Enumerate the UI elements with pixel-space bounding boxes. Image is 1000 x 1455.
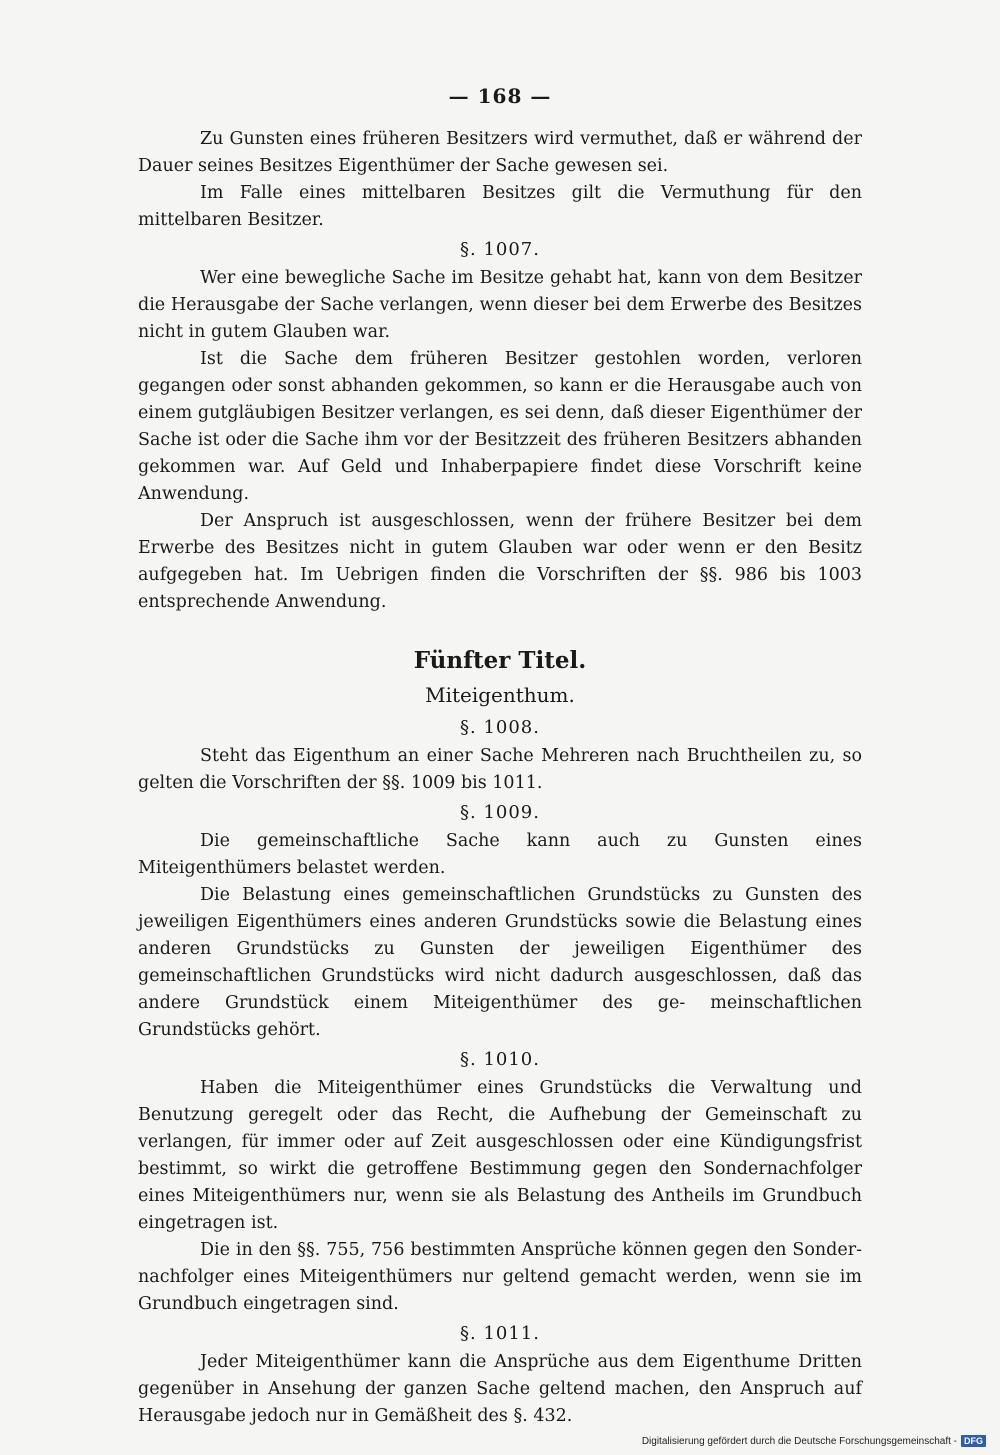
chapter-title: Fünfter Titel.: [413, 647, 587, 674]
digitization-credit: Digitalisierung gefördert durch die Deutsche Forschungsgemeinschaft -: [641, 1435, 957, 1447]
section-heading: §. 1007.: [460, 239, 540, 260]
paragraph: Die gemeinschaftliche Sache kann auch zu Gunsten eines Miteigenthümers belastet werden.: [138, 831, 862, 878]
paragraph: Die in den §§. 755, 756 bestimmten Ansprüche können gegen den Sonder- nachfolger eines Miteigenthümers nur geltend gemacht werden, wenn sie im Grundbuch eingetragen sind.: [138, 1240, 862, 1314]
document-body: [138, 126, 862, 1430]
chapter-subtitle: Miteigenthum.: [425, 683, 575, 707]
section-heading: §. 1009.: [460, 802, 540, 823]
paragraph: Wer eine bewegliche Sache im Besitze gehabt hat, kann von dem Besitzer die Herausgabe der Sache verlangen, wenn dieser bei dem Erwerbe des Besitzes nicht in gutem Glauben war.: [138, 268, 862, 342]
paragraph: Zu Gunsten eines früheren Besitzers wird vermuthet, daß er während der Dauer seines Besitzes Eigenthümer der Sache gewesen sei.: [138, 129, 862, 176]
page-number: — 168 —: [448, 84, 552, 108]
paragraph: Die Belastung eines gemeinschaftlichen Grundstücks zu Gunsten des jeweiligen Eigenthümers eines anderen Grundstücks sowie die Belastung eines anderen Grundstücks zu Gunsten der jeweiligen Eigenthümer des gemeinschaftlichen Grundstücks wird nicht dadurch ausgeschlossen, daß das andere Grundstück einem Miteigenthümer des ge- meinschaftlichen Grundstücks gehört.: [138, 885, 862, 1040]
paragraph: Haben die Miteigenthümer eines Grundstücks die Verwaltung und Benutzung geregelt oder das Recht, die Aufhebung der Gemeinschaft zu verlangen, für immer oder auf Zeit ausgeschlossen oder eine Kündigungsfrist bestimmt, so wirkt die getroffene Bestimmung gegen den Sondernachfolger eines Miteigenthümers nur, wenn sie als Belastung des Antheils im Grundbuch eingetragen ist.: [138, 1078, 862, 1233]
section-heading: §. 1011.: [460, 1323, 540, 1344]
paragraph: Der Anspruch ist ausgeschlossen, wenn der frühere Besitzer bei dem Erwerbe des Besitzes nicht in gutem Glauben war oder wenn er den Besitz aufgegeben hat. Im Uebrigen finden die Vorschriften der §§. 986 bis 1003 entsprechende Anwendung.: [138, 511, 862, 612]
paragraph: Steht das Eigenthum an einer Sache Mehreren nach Bruchtheilen zu, so gelten die Vorschriften der §§. 1009 bis 1011.: [138, 746, 862, 793]
paragraph: Im Falle eines mittelbaren Besitzes gilt die Vermuthung für den mittelbaren Besitzer.: [138, 183, 862, 230]
footer: [642, 1435, 986, 1447]
section-heading: §. 1008.: [460, 717, 540, 738]
section-heading: §. 1010.: [460, 1049, 540, 1070]
dfg-logo-icon: DFG: [961, 1435, 986, 1447]
paragraph: Jeder Miteigenthümer kann die Ansprüche aus dem Eigenthume Dritten gegenüber in Ansehung der ganzen Sache geltend machen, den Anspruch auf Herausgabe jedoch nur in Gemäßheit des §. 432.: [138, 1352, 862, 1426]
paragraph: Ist die Sache dem früheren Besitzer gestohlen worden, verloren gegangen oder sonst abhanden gekommen, so kann er die Herausgabe auch von einem gutgläubigen Besitzer verlangen, es sei denn, daß dieser Eigenthümer der Sache ist oder die Sache ihm vor der Besitzzeit des früheren Besitzers abhanden gekommen war. Auf Geld und Inhaberpapiere findet diese Vorschrift keine Anwendung.: [138, 349, 862, 504]
